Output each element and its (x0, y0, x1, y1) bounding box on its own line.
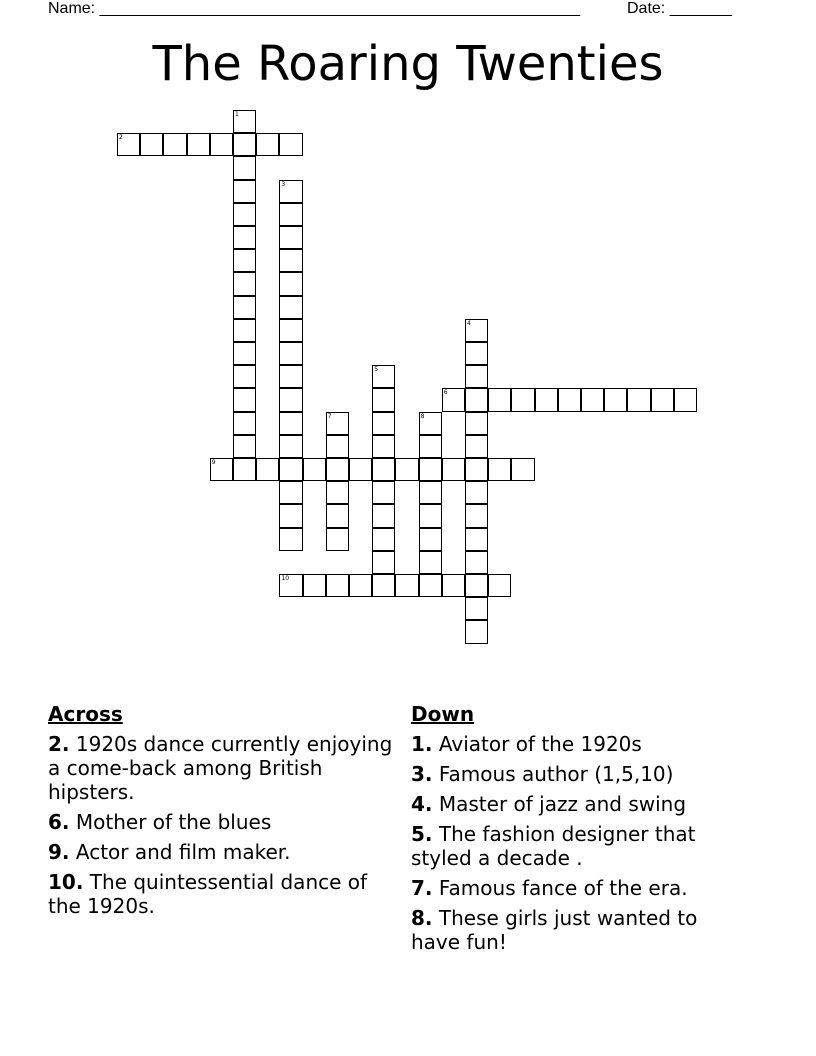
crossword-cell[interactable] (511, 458, 534, 481)
crossword-cell[interactable] (674, 388, 697, 411)
crossword-cell[interactable] (279, 226, 302, 249)
crossword-cell[interactable] (419, 551, 442, 574)
crossword-cell[interactable] (511, 388, 534, 411)
crossword-cell[interactable] (465, 574, 488, 597)
crossword-cell[interactable] (442, 388, 465, 411)
clue-number: 2. (48, 732, 70, 756)
clue-text: Famous fance of the era. (438, 876, 688, 900)
across-clue (48, 732, 398, 804)
clue-text: Actor and film maker. (75, 840, 291, 864)
down-clue (411, 822, 751, 870)
crossword-cell[interactable] (372, 574, 395, 597)
down-clue (411, 732, 751, 756)
down-clue (411, 792, 751, 816)
crossword-cell[interactable] (326, 504, 349, 527)
crossword-cell[interactable] (279, 296, 302, 319)
clue-number-label: 7 (327, 412, 332, 420)
crossword-cell[interactable] (233, 388, 256, 411)
name-line: Name: ______________________________________________________ (48, 0, 581, 17)
crossword-cell[interactable] (256, 458, 279, 481)
clue-number-label: 6 (443, 389, 448, 397)
crossword-cell[interactable] (372, 481, 395, 504)
crossword-cell[interactable] (627, 388, 650, 411)
crossword-cell[interactable] (372, 528, 395, 551)
crossword-cell[interactable] (279, 528, 302, 551)
crossword-cell[interactable] (395, 458, 418, 481)
crossword-cell[interactable] (233, 319, 256, 342)
crossword-cell[interactable] (210, 133, 233, 156)
crossword-cell[interactable] (233, 156, 256, 179)
crossword-cell[interactable] (233, 342, 256, 365)
crossword-cell[interactable] (651, 388, 674, 411)
crossword-cell[interactable] (535, 388, 558, 411)
crossword-cell[interactable] (442, 574, 465, 597)
crossword-cell[interactable] (117, 133, 140, 156)
crossword-cell[interactable] (233, 226, 256, 249)
clue-number-label: 1 (235, 111, 239, 118)
crossword-cell[interactable] (488, 458, 511, 481)
crossword-cell[interactable] (279, 388, 302, 411)
crossword-cell[interactable] (210, 458, 233, 481)
crossword-cell[interactable] (140, 133, 163, 156)
across-clue (48, 870, 398, 918)
crossword-cell[interactable] (279, 504, 302, 527)
crossword-cell[interactable] (419, 412, 442, 435)
crossword-cell[interactable] (326, 528, 349, 551)
clue-text: Famous author (1,5,10) (438, 762, 674, 786)
crossword-cell[interactable] (488, 388, 511, 411)
crossword-cell[interactable] (419, 458, 442, 481)
crossword-cell[interactable] (279, 481, 302, 504)
across-heading: Across (48, 702, 123, 726)
crossword-cell[interactable] (279, 342, 302, 365)
crossword-cell[interactable] (279, 435, 302, 458)
clue-number: 4. (411, 792, 433, 816)
crossword-cell[interactable] (419, 504, 442, 527)
crossword-cell[interactable] (303, 574, 326, 597)
crossword-cell[interactable] (372, 458, 395, 481)
crossword-cell[interactable] (372, 365, 395, 388)
crossword-cell[interactable] (279, 412, 302, 435)
crossword-cell[interactable] (233, 365, 256, 388)
crossword-cell[interactable] (558, 388, 581, 411)
across-clue (48, 810, 398, 834)
crossword-cell[interactable] (187, 133, 210, 156)
crossword-cell[interactable] (349, 458, 372, 481)
crossword-cell[interactable] (465, 597, 488, 620)
crossword-cell[interactable] (465, 388, 488, 411)
crossword-cell[interactable] (233, 180, 256, 203)
crossword-cell[interactable] (465, 528, 488, 551)
crossword-cell[interactable] (465, 481, 488, 504)
crossword-cell[interactable] (419, 435, 442, 458)
crossword-cell[interactable] (349, 574, 372, 597)
crossword-cell[interactable] (279, 319, 302, 342)
crossword-cell[interactable] (419, 528, 442, 551)
clue-number-label: 3 (281, 180, 286, 188)
crossword-cell[interactable] (395, 574, 418, 597)
crossword-cell[interactable] (256, 133, 279, 156)
crossword-cell[interactable] (326, 574, 349, 597)
crossword-cell[interactable] (465, 504, 488, 527)
clue-number: 3. (411, 762, 433, 786)
clue-text: Mother of the blues (75, 810, 272, 834)
crossword-cell[interactable] (488, 574, 511, 597)
clue-text: The quintessential dance of the 1920s. (48, 870, 368, 918)
crossword-cell[interactable] (233, 435, 256, 458)
crossword-cell[interactable] (465, 319, 488, 342)
clue-number: 5. (411, 822, 433, 846)
clue-text: Aviator of the 1920s (438, 732, 642, 756)
clue-text: The fashion designer that styled a decade . (411, 822, 696, 870)
crossword-cell[interactable] (419, 481, 442, 504)
crossword-cell[interactable] (233, 203, 256, 226)
crossword-cell[interactable] (465, 620, 488, 643)
clue-number: 8. (411, 906, 433, 930)
clue-number: 7. (411, 876, 433, 900)
clue-number-label: 4 (467, 319, 471, 327)
crossword-cell[interactable] (326, 458, 349, 481)
crossword-cell[interactable] (419, 574, 442, 597)
down-clue (411, 876, 751, 900)
crossword-cell[interactable] (465, 412, 488, 435)
crossword-cell[interactable] (465, 458, 488, 481)
crossword-cell[interactable] (279, 272, 302, 295)
clue-number: 9. (48, 840, 70, 864)
crossword-cell[interactable] (279, 574, 302, 597)
down-heading: Down (411, 702, 475, 726)
crossword-cell[interactable] (372, 504, 395, 527)
crossword-cell[interactable] (233, 412, 256, 435)
clue-number-label: 8 (420, 412, 425, 420)
crossword-cell[interactable] (326, 481, 349, 504)
across-clue (48, 840, 398, 864)
date-line: Date: _______ (627, 0, 732, 17)
crossword-cell[interactable] (326, 412, 349, 435)
crossword-cell[interactable] (465, 365, 488, 388)
crossword-cell[interactable] (233, 296, 256, 319)
crossword-cell[interactable] (465, 342, 488, 365)
clue-number-label: 9 (211, 459, 216, 466)
crossword-cell[interactable] (372, 412, 395, 435)
crossword-cell[interactable] (279, 203, 302, 226)
down-clue (411, 762, 751, 786)
down-clue (411, 906, 751, 954)
crossword-cell[interactable] (279, 458, 302, 481)
crossword-cell[interactable] (465, 435, 488, 458)
crossword-cell[interactable] (163, 133, 186, 156)
crossword-cell[interactable] (233, 249, 256, 272)
clue-number: 10. (48, 870, 84, 894)
crossword-cell[interactable] (303, 458, 326, 481)
crossword-cell[interactable] (233, 272, 256, 295)
clue-text: 1920s dance currently enjoying a come-back among British hipsters. (48, 732, 393, 804)
crossword-cell[interactable] (372, 551, 395, 574)
crossword-cell[interactable] (233, 133, 256, 156)
crossword-cell[interactable] (372, 388, 395, 411)
crossword-cell[interactable] (465, 551, 488, 574)
crossword-cell[interactable] (279, 365, 302, 388)
clue-number-label: 2 (119, 134, 123, 142)
page-title: The Roaring Twenties (152, 36, 664, 92)
crossword-cell[interactable] (279, 133, 302, 156)
clue-text: These girls just wanted to have fun! (411, 906, 698, 954)
crossword-cell[interactable] (604, 388, 627, 411)
crossword-cell[interactable] (326, 435, 349, 458)
crossword-cell[interactable] (279, 249, 302, 272)
clue-number: 1. (411, 732, 433, 756)
crossword-cell[interactable] (233, 110, 256, 133)
crossword-cell[interactable] (279, 180, 302, 203)
clue-text: Master of jazz and swing (438, 792, 687, 816)
down-clues (411, 702, 751, 960)
across-clues (48, 702, 398, 924)
crossword-cell[interactable] (233, 458, 256, 481)
crossword-cell[interactable] (581, 388, 604, 411)
clue-number-label: 10 (281, 575, 290, 582)
crossword-cell[interactable] (372, 435, 395, 458)
clue-number-label: 5 (374, 366, 379, 374)
clue-number: 6. (48, 810, 70, 834)
crossword-cell[interactable] (442, 458, 465, 481)
